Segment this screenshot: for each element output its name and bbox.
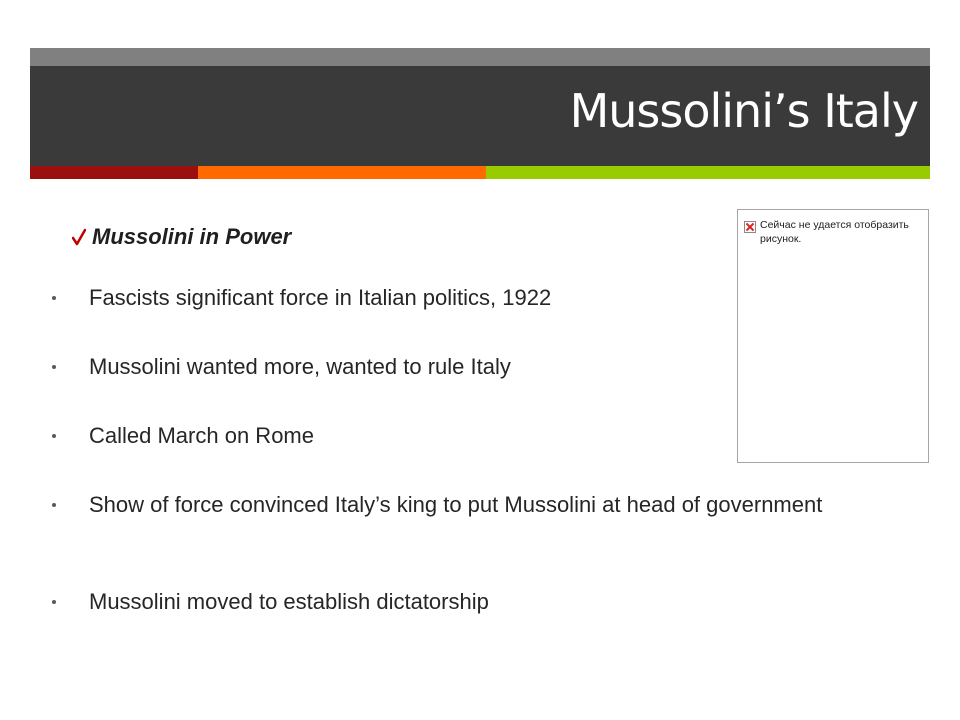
bullet-text: Fascists significant force in Italian politics, 1922 (89, 285, 552, 310)
image-placeholder-text: Сейчас не удается отобразить рисунок. (760, 219, 909, 245)
bullet-dot (52, 434, 56, 438)
accent-segment-green (486, 166, 930, 179)
accent-segment-red (30, 166, 198, 179)
bullet-text: Called March on Rome (89, 423, 314, 448)
bullet-dot (52, 600, 56, 604)
accent-bar (30, 166, 930, 179)
list-item (52, 493, 902, 517)
section-heading: Mussolini in Power (92, 224, 292, 249)
image-placeholder (737, 209, 929, 463)
list-item (52, 590, 912, 614)
bullet-text: Mussolini wanted more, wanted to rule Italy (89, 354, 511, 379)
slide-title: Mussolini’s Italy (569, 84, 918, 138)
title-bar (30, 66, 930, 166)
heading-row (72, 224, 291, 250)
bullet-dot (52, 503, 56, 507)
bullet-dot (52, 296, 56, 300)
bullet-text: Mussolini moved to establish dictatorship (89, 589, 489, 614)
broken-image-icon (744, 221, 756, 233)
top-strip (30, 48, 930, 66)
bullet-text: Show of force convinced Italy’s king to put Mussolini at head of government (89, 492, 823, 517)
checkmark-icon (72, 228, 86, 246)
accent-segment-orange (198, 166, 486, 179)
bullet-dot (52, 365, 56, 369)
